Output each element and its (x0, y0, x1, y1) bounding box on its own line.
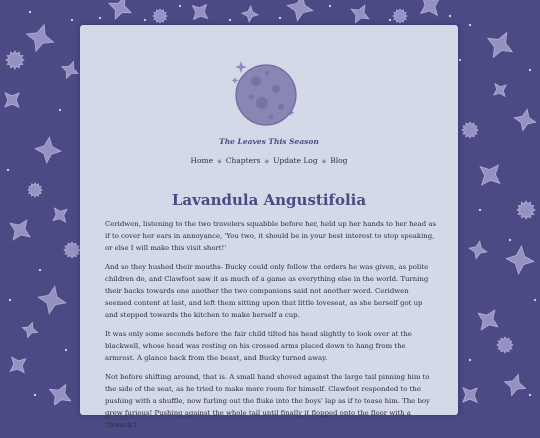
star-dot (9, 299, 11, 301)
star-dot (449, 15, 451, 17)
sparkle-icon (28, 183, 42, 197)
star-dot (279, 17, 281, 19)
moon-icon (229, 57, 299, 132)
paragraph: It was only some seconds before the fair child tilted his head slightly to look over at the blackwell, whose head was resting on his crossed arms placed down to hang from the armrest. A glance back from the beast, and Bucky turned away. (105, 330, 412, 362)
star-dot (389, 19, 391, 21)
nav-separator: ◆ (321, 158, 327, 165)
sparkle-icon (462, 122, 478, 138)
star-dot (39, 269, 41, 271)
star-dot (179, 5, 181, 7)
site-title[interactable]: The Leaves This Season (219, 137, 319, 146)
paragraph: Not before shifting around, that is. A small hand shoved against the large tail pinning him to the side of the seat, as he tried to make more room for himself. Clawfoot responded to the pushing with a shuffle, now furling out the fluke into the boys' lap as if to tease him. The boy grew furious! Pushing against the whole tail until finally it flopped onto the floor with a 'thwack'! (105, 373, 430, 429)
star-dot (99, 17, 101, 19)
paragraph: Ceridwen, listening to the two travelers squabble before her, held up her hands to her head as if to cover her ears in annoyance, 'You two, it should be in your best interest to stop speaking, or else I will make this visit short!' (105, 220, 436, 252)
star-icon (22, 322, 37, 337)
star-dot (144, 19, 146, 21)
star-icon (488, 33, 513, 58)
star-icon (109, 0, 131, 19)
star-icon (469, 241, 487, 259)
sparkle-icon (393, 9, 407, 23)
star-icon (287, 0, 312, 21)
star-icon (351, 5, 369, 23)
star-icon (421, 0, 440, 15)
star-icon (514, 109, 536, 131)
star-dot (7, 169, 9, 171)
star-dot (479, 209, 481, 211)
sparkle-icon (497, 337, 513, 353)
star-icon (494, 84, 507, 97)
chapter-body (105, 218, 437, 438)
star-dot (529, 394, 531, 396)
star-icon (478, 310, 498, 330)
star-dot (34, 394, 36, 396)
nav-blog[interactable]: Blog (330, 156, 348, 165)
sparkle-icon (517, 201, 535, 219)
sparkle-icon (6, 51, 24, 69)
star-icon (35, 137, 61, 163)
star-icon (463, 388, 477, 402)
star-icon (62, 62, 79, 79)
nav-separator: ◆ (264, 158, 270, 165)
star-icon (480, 165, 500, 185)
star-icon (192, 4, 207, 19)
star-dot (29, 11, 31, 13)
nav-chapters[interactable]: Chapters (225, 156, 261, 165)
star-dot (509, 239, 511, 241)
sparkle-icon (64, 242, 80, 258)
star-dot (65, 349, 67, 351)
star-icon (506, 246, 534, 274)
star-dot (534, 299, 536, 301)
paragraph: And so they hushed their mouths- Bucky could only follow the orders he was given, as polite children do, and Clawfoot saw it as much of a game as everything else in the world. Turning their backs towards one another the two companions said not another word. Ceridwen seemed content at last, and left them sitting upon that little loveseat, as she herself got up and stepped towards the kitchen to make herself a cup. (105, 263, 429, 319)
star-dot (329, 5, 331, 7)
nav-update-log[interactable]: Update Log (273, 156, 318, 165)
star-icon (242, 6, 258, 22)
star-icon (38, 286, 65, 313)
sparkle-icon (153, 9, 167, 23)
star-icon (10, 357, 26, 373)
star-dot (71, 19, 73, 21)
star-icon (53, 208, 67, 222)
star-icon (50, 385, 71, 406)
star-dot (229, 19, 231, 21)
star-dot (59, 109, 61, 111)
star-dot (459, 59, 461, 61)
star-icon (10, 220, 30, 240)
star-dot (469, 24, 471, 26)
nav-separator: ◆ (217, 158, 222, 165)
chapter-title: Lavandula Angustifolia (171, 191, 367, 209)
nav-home[interactable]: Home (190, 156, 214, 165)
main-nav (80, 156, 458, 165)
star-dot (529, 69, 531, 71)
star-icon (505, 375, 526, 396)
star-dot (469, 359, 471, 361)
star-icon (5, 93, 19, 107)
star-icon (27, 25, 54, 52)
